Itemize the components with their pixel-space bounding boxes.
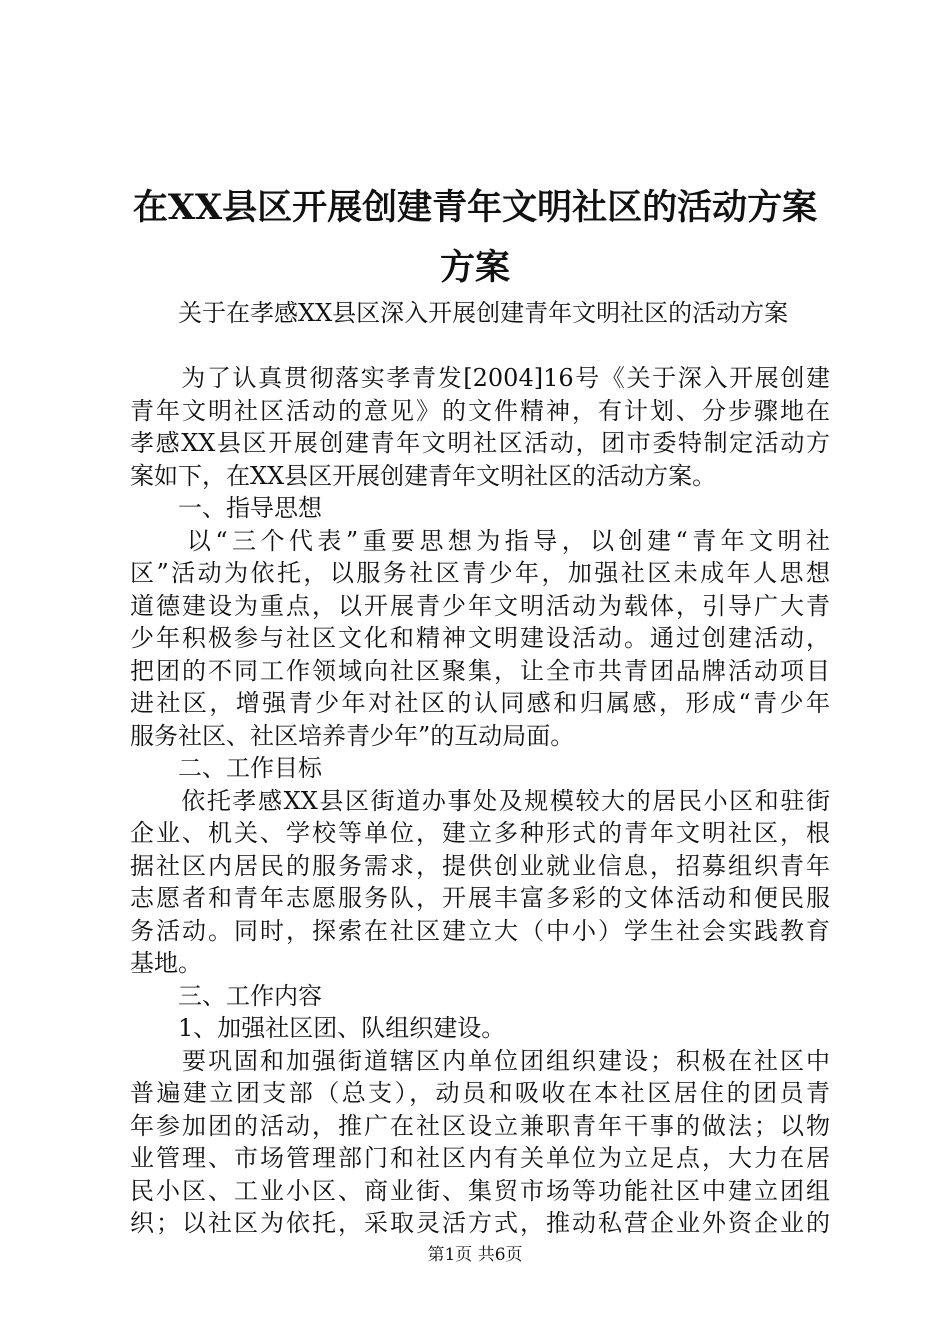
page-number-footer: 第1页 共6页	[427, 1245, 523, 1265]
paragraph-4-line: 要巩固和加强街道辖区内单位团组织建设；积极在社区中	[130, 1046, 830, 1075]
paragraph-2-line: 少年积极参与社区文化和精神文明建设活动。通过创建活动，	[130, 624, 830, 652]
paragraph-3-line: 基地。	[130, 949, 202, 977]
paragraph-3-line: 据社区内居民的服务需求，提供创业就业信息，招募组织青年	[130, 851, 830, 880]
paragraph-4-line: 民小区、工业小区、商业街、集贸市场等功能社区中建立团组	[130, 1176, 830, 1205]
paragraph-2-line: 把团的不同工作领域向社区聚集，让全市共青团品牌活动项目	[130, 656, 830, 685]
paragraph-2-line: 道德建设为重点，以开展青少年文明活动为载体，引导广大青	[130, 591, 830, 620]
paragraph-3-line: 依托孝感XX县区街道办事处及规模较大的居民小区和驻街	[130, 786, 830, 815]
blank-line	[130, 330, 830, 363]
paragraph-1-line: 为了认真贯彻落实孝青发[2004]16号《关于深入开展创建	[130, 364, 830, 392]
section-heading-1: 一、指导思想	[130, 494, 322, 522]
paragraph-2-line: 进社区，增强青少年对社区的认同感和归属感，形成“青少年	[130, 689, 830, 717]
document-subtitle: 关于在孝感XX县区深入开展创建青年文明社区的活动方案	[130, 299, 789, 327]
document-title-line-1: 在XX县区开展创建青年文明社区的活动方案	[132, 187, 818, 228]
paragraph-4-line: 业管理、市场管理部门和社区内有关单位为立足点，大力在居	[130, 1144, 830, 1172]
paragraph-3-line: 志愿者和青年志愿服务队，开展丰富多彩的文体活动和便民服	[130, 884, 830, 912]
document-body	[130, 297, 830, 1240]
paragraph-4-line: 织；以社区为依托，采取灵活方式，推动私营企业外资企业的	[130, 1209, 830, 1237]
subsection-heading-3-1: 1、加强社区团、队组织建设。	[130, 1014, 506, 1042]
paragraph-4-line: 普遍建立团支部（总支），动员和吸收在本社区居住的团员青	[130, 1079, 830, 1107]
document-title-line-2: 方案	[439, 247, 510, 288]
paragraph-1-line: 青年文明社区活动的意见》的文件精神，有计划、分步骤地在	[130, 396, 830, 425]
paragraph-1-line: 孝感XX县区开展创建青年文明社区活动，团市委特制定活动方	[130, 429, 830, 457]
paragraph-1-line: 案如下，在XX县区开展创建青年文明社区的活动方案。	[130, 461, 717, 490]
section-heading-3: 三、工作内容	[130, 981, 322, 1010]
paragraph-3-line: 务活动。同时，探索在社区建立大（中小）学生社会实践教育	[130, 916, 830, 945]
paragraph-2-line: 以“三个代表”重要思想为指导，以创建“青年文明社	[130, 526, 830, 555]
section-heading-2: 二、工作目标	[130, 754, 322, 782]
paragraph-2-line: 区”活动为依托，以服务社区青少年，加强社区未成年人思想	[130, 559, 830, 587]
paragraph-3-line: 企业、机关、学校等单位，建立多种形式的青年文明社区，根	[130, 819, 830, 847]
paragraph-2-line: 服务社区、社区培养青少年”的互动局面。	[130, 721, 575, 750]
paragraph-4-line: 年参加团的活动，推广在社区设立兼职青年干事的做法；以物	[130, 1111, 830, 1140]
